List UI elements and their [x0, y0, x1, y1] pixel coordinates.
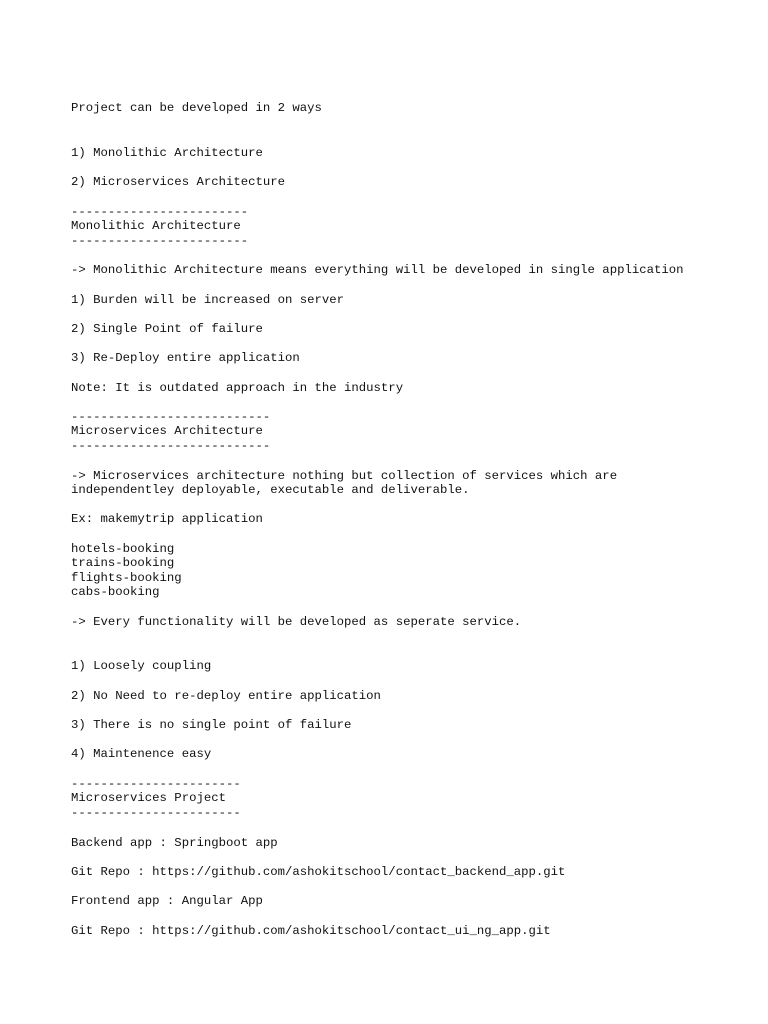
micro-example: Ex: makemytrip application — [71, 512, 263, 526]
mono-rule-top: ------------------------ — [71, 205, 249, 219]
project-rule-top: ----------------------- — [71, 777, 241, 791]
micro-definition-line-1: -> Microservices architecture nothing but collection of services which are — [71, 469, 618, 483]
micro-definition-line-2: independentley deployable, executable and deliverable. — [71, 483, 470, 497]
project-heading: Microservices Project — [71, 791, 226, 805]
micro-rule-bottom: --------------------------- — [71, 439, 271, 453]
document-page — [71, 0, 751, 1024]
way-item-1: 1) Monolithic Architecture — [71, 146, 263, 160]
frontend-repo-text: Git Repo : https://github.com/ashokitschool/contact_ui_ng_app.git — [71, 924, 551, 938]
mono-problem-2: 2) Single Point of failure — [71, 322, 263, 336]
service-item: hotels-booking — [71, 542, 175, 556]
project-rule-bottom: ----------------------- — [71, 806, 241, 820]
mono-rule-bottom: ------------------------ — [71, 234, 249, 248]
frontend-app-text: Frontend app : Angular App — [71, 894, 263, 908]
mono-problem-1: 1) Burden will be increased on server — [71, 293, 345, 307]
backend-app-text: Backend app : Springboot app — [71, 836, 278, 850]
micro-benefit-3: 3) There is no single point of failure — [71, 718, 352, 732]
micro-benefit-4: 4) Maintenence easy — [71, 747, 212, 761]
way-item-2: 2) Microservices Architecture — [71, 175, 286, 189]
mono-heading: Monolithic Architecture — [71, 219, 241, 233]
intro-text: Project can be developed in 2 ways — [71, 101, 322, 115]
service-item: trains-booking — [71, 556, 175, 570]
micro-benefit-1: 1) Loosely coupling — [71, 659, 212, 673]
micro-heading: Microservices Architecture — [71, 424, 263, 438]
service-item: cabs-booking — [71, 585, 160, 599]
service-item: flights-booking — [71, 571, 182, 585]
micro-rule-top: --------------------------- — [71, 410, 271, 424]
micro-functionality: -> Every functionality will be developed as seperate service. — [71, 615, 522, 629]
micro-benefit-2: 2) No Need to re-deploy entire application — [71, 689, 381, 703]
backend-repo-text: Git Repo : https://github.com/ashokitschool/contact_backend_app.git — [71, 865, 566, 879]
mono-definition: -> Monolithic Architecture means everything will be developed in single application — [71, 263, 684, 277]
mono-problem-3: 3) Re-Deploy entire application — [71, 351, 300, 365]
mono-note: Note: It is outdated approach in the industry — [71, 381, 404, 395]
